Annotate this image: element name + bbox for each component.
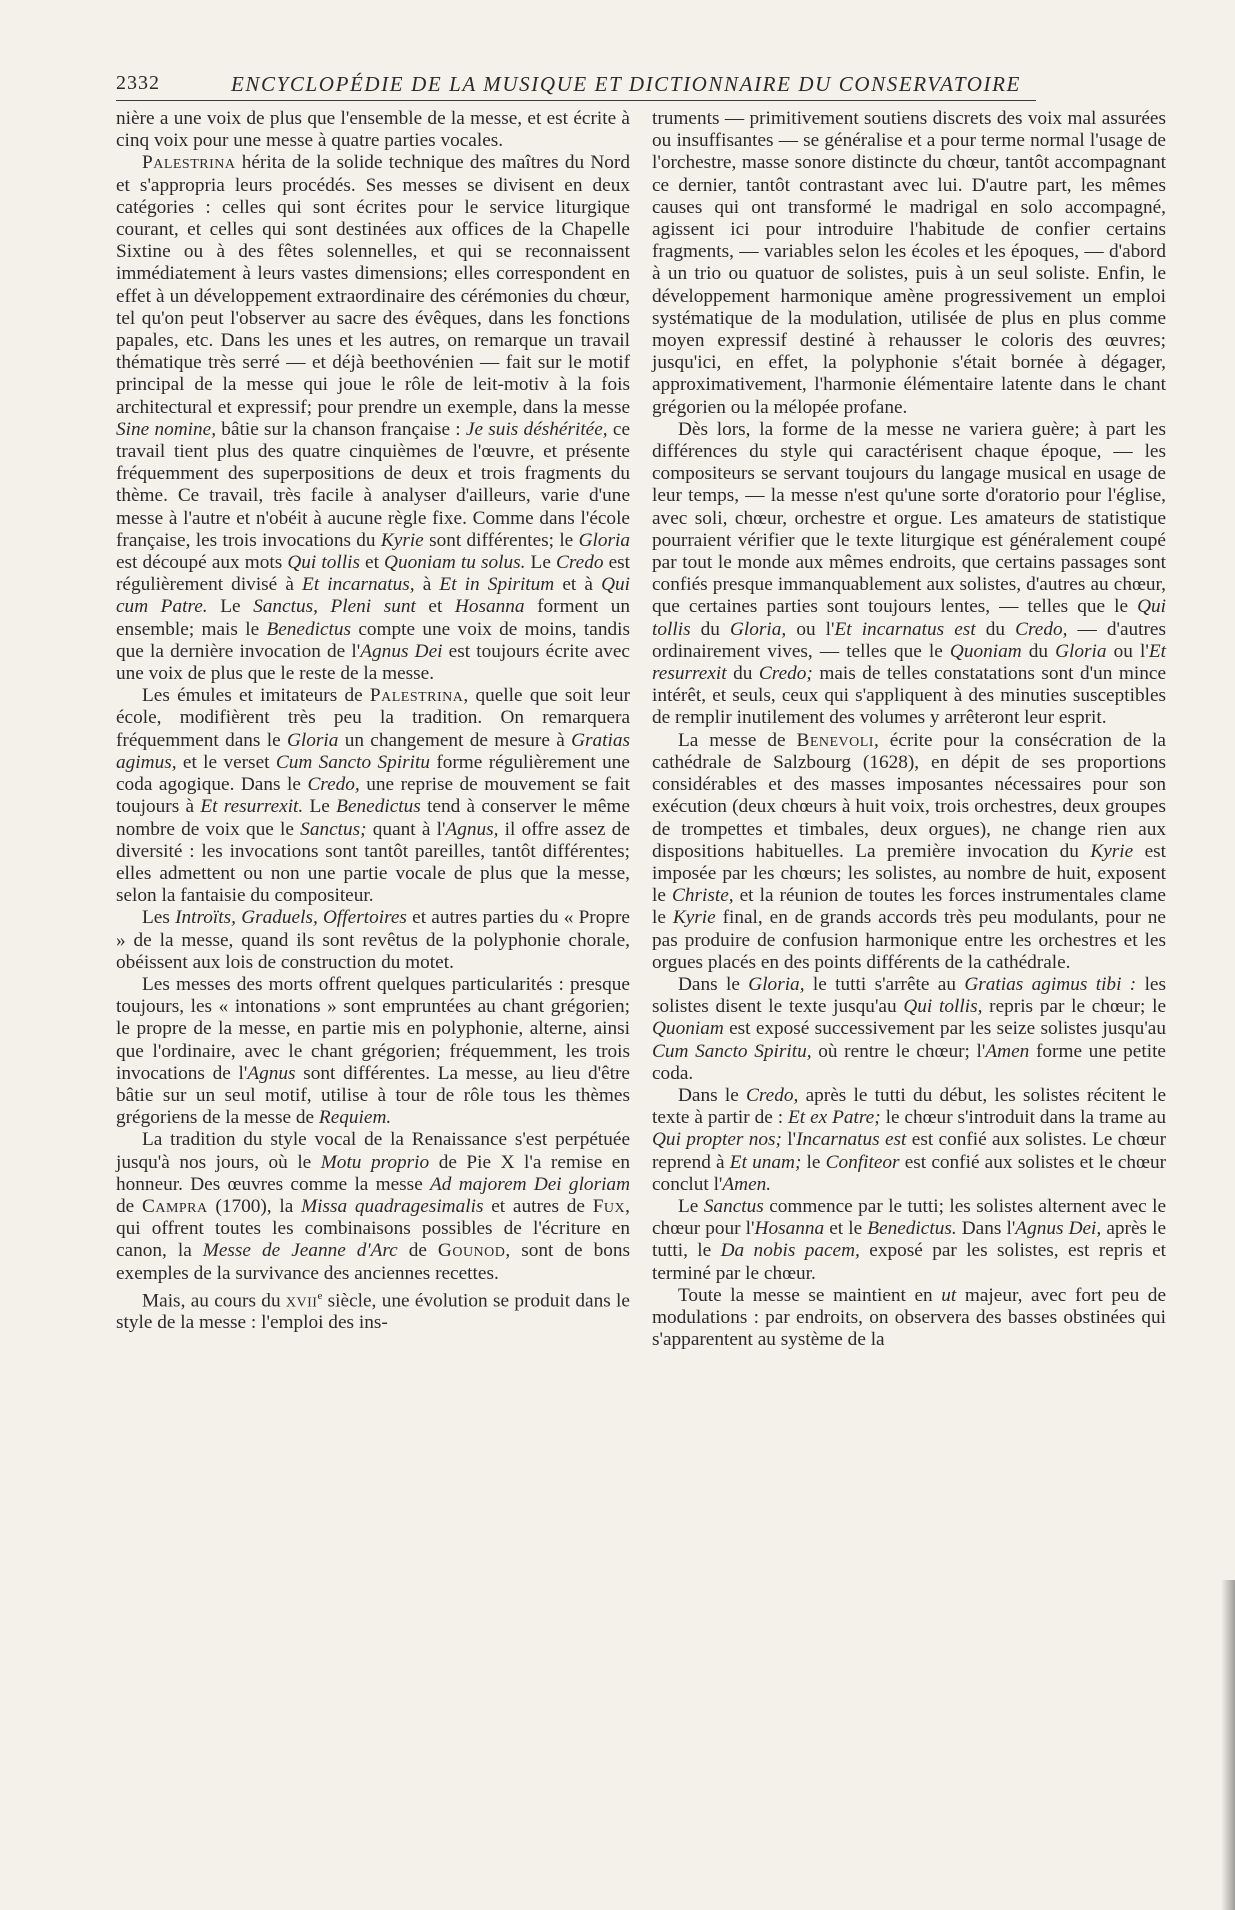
- paragraph: nière a une voix de plus que l'ensemble de la messe, et est écrite à cinq voix pour une messe à quatre parties vocales.: [116, 108, 630, 152]
- paragraph: Dans le Credo, après le tutti du début, les solistes récitent le texte à partir de : Et ex Patre; le chœur s'introduit dans la trame au Qui propter nos; l'Incarnatus est est confié aux solistes. Le chœur reprend à Et unam; le Confiteor est confié aux solistes et le chœur conclut l'Amen.: [652, 1084, 1167, 1195]
- running-title: ENCYCLOPÉDIE DE LA MUSIQUE ET DICTIONNAIRE DU CONSERVATOIRE: [231, 72, 1021, 96]
- paragraph: Le Sanctus commence par le tutti; les solistes alternent avec le chœur pour l'Hosanna et le Benedictus. Dans l'Agnus Dei, après le tutti, le Da nobis pacem, exposé par les solistes, est repris et terminé par le chœur.: [652, 1195, 1167, 1284]
- paragraph: Toute la messe se maintient en ut majeur, avec fort peu de modulations : par endroits, on observera des basses obstinées qui s'apparentent au système de la: [652, 1284, 1166, 1351]
- paragraph: La messe de Benevoli, écrite pour la consécration de la cathédrale de Salzbourg (1628), en dépit de ses proportions considérables et des masses imposantes nécessaires pour son exécution (deux chœurs à huit voix, trois orchestres, deux groupes de trompettes et timbales, deux orgues), ne change rien aux dispositions habituelles. La première invocation du Kyrie est imposée par les chœurs; les solistes, au nombre de huit, exposent le Christe, et la réunion de toutes les forces instrumentales clame le Kyrie final, en de grands accords très peu modulants, pour ne pas produire de confusion harmonique entre les orchestres et les orgues placés en des points différents de la cathédrale.: [652, 729, 1166, 973]
- paragraph: Palestrina hérita de la solide technique des maîtres du Nord et s'appropria leurs procédés. Ses messes se divisent en deux catégories : celles qui sont écrites pour le service liturgique courant, et celles qui sont destinées aux offices de la Chapelle Sixtine ou à des fêtes solennelles, et qui se reconnaissent immédiatement à leurs vastes dimensions; elles correspondent en effet à un développement extraordinaire des cérémonies du chœur, tel qu'on peut l'observer au sacre des évêques, dans les fonctions papales, etc. Dans les unes et les autres, on remarque un travail thématique très serré — et déjà beethovénien — fait sur le motif principal de la messe qui joue le rôle de leit-motiv à la fois architectural et expressif; pour prendre un exemple, dans la messe Sine nomine, bâtie sur la chanson française : Je suis déshéritée, ce travail tient plus des quatre cinquièmes de l'œuvre, et présente fréquemment des superpositions de deux et trois fragments du thème. Ce travail, très facile à analyser d'ailleurs, varie d'une messe à l'autre et n'obéit à aucune règle fixe. Comme dans l'école française, les trois invocations du Kyrie sont différentes; le Gloria est découpé aux mots Qui tollis et Quoniam tu solus. Le Credo est régulièrement divisé à Et incarnatus, à Et in Spiritum et à Qui cum Patre. Le Sanctus, Pleni sunt et Hosanna forment un ensemble; mais le Benedictus compte une voix de moins, tandis que la dernière invocation de l'Agnus Dei est toujours écrite avec une voix de plus que le reste de la messe.: [116, 152, 631, 685]
- paragraph: truments — primitivement soutiens discrets des voix mal assurées ou insuffisantes — se généralise et a pour terme normal l'usage de l'orchestre, masse sonore distincte du chœur, tantôt accompagnant ce dernier, tantôt contrastant avec lui. D'autre part, les mêmes causes qui ont transformé le madrigal en solo accompagné, agissent ici pour introduire l'habitude de confier certains fragments, — variables selon les écoles et les époques, — d'abord à un trio ou quatuor de solistes, puis à un seul soliste. Enfin, le développement harmonique amène progressivement un emploi systématique de la modulation, utilisée de plus en plus comme moyen expressif destiné à rehausser le coloris des œuvres; jusqu'ici, en effet, la polyphonie s'était bornée à dégager, approximativement, l'harmonie élémentaire latente dans le chant grégorien ou la mélopée profane.: [652, 108, 1166, 418]
- paragraph: Les messes des morts offrent quelques particularités : presque toujours, les « intonations » sont empruntées au chant grégorien; le propre de la messe, en partie mis en polyphonie, alterne, ainsi que l'ordinaire, avec le chant grégorien; fréquemment, les trois invocations de l'Agnus sont différentes. La messe, au lieu d'être bâtie sur un seul motif, utilise à tour de rôle tous les thèmes grégoriens de la messe de Requiem.: [116, 973, 630, 1129]
- page-number: 2332: [116, 72, 160, 94]
- running-header: [116, 70, 1036, 101]
- paragraph: Dans le Gloria, le tutti s'arrête au Gratias agimus tibi : les solistes disent le texte jusqu'au Qui tollis, repris par le chœur; le Quoniam est exposé successivement par les seize solistes jusqu'au Cum Sancto Spiritu, où rentre le chœur; l'Amen forme une petite coda.: [652, 973, 1166, 1084]
- paragraph: La tradition du style vocal de la Renaissance s'est perpétuée jusqu'à nos jours, où le Motu proprio de Pie X l'a remise en honneur. Des œuvres comme la messe Ad majorem Dei gloriam de Campra (1700), la Missa quadragesimalis et autres de Fux, qui offrent toutes les combinaisons possibles de l'écriture en canon, la Messe de Jeanne d'Arc de Gounod, sont de bons exemples de la survivance des anciennes recettes.: [116, 1129, 631, 1284]
- paragraph: Les émules et imitateurs de Palestrina, quelle que soit leur école, modifièrent très peu la tradition. On remarquera fréquemment dans le Gloria un changement de mesure à Gratias agimus, et le verset Cum Sancto Spiritu forme régulièrement une coda agogique. Dans le Credo, une reprise de mouvement se fait toujours à Et resurrexit. Le Benedictus tend à conserver le même nombre de voix que le Sanctus; quant à l'Agnus, il offre assez de diversité : les invocations sont tantôt pareilles, tantôt différentes; elles admettent ou non une partie vocale de plus que la messe, selon la fantaisie du compositeur.: [116, 685, 631, 907]
- page-edge-shadow: [1221, 1580, 1235, 1910]
- paragraph: Les Introïts, Graduels, Offertoires et autres parties du « Propre » de la messe, quand ils sont revêtus de la polyphonie chorale, obéissent aux lois de construction du motet.: [116, 907, 630, 973]
- left-column: [116, 108, 630, 1335]
- paragraph: Dès lors, la forme de la messe ne variera guère; à part les différences du style qui caractérisent chaque époque, — les compositeurs se servant toujours du langage musical en usage de leur temps, — la messe n'est qu'une sorte d'oratorio pour l'église, avec soli, chœur, orchestre et orgue. Les amateurs de statistique pourraient vérifier que le texte liturgique est généralement coupé par tout le monde aux mêmes endroits, que certains passages sont confiés presque immanquablement aux solistes, d'autres au chœur, que certaines parties sont toujours lentes, — telles que le Qui tollis du Gloria, ou l'Et incarnatus est du Credo, — d'autres ordinairement vives, — telles que le Quoniam du Gloria ou l'Et resurrexit du Credo; mais de telles constatations sont d'un mince intérêt, et seuls, ceux qui s'appliquent à des minuties susceptibles de remplir inutilement des volumes y arrêteront leur esprit.: [652, 418, 1166, 729]
- right-column: [652, 108, 1166, 1351]
- paragraph: Mais, au cours du xvii$^e$ siècle, une évolution se produit dans le style de la messe : l'emploi des ins-: [116, 1289, 630, 1334]
